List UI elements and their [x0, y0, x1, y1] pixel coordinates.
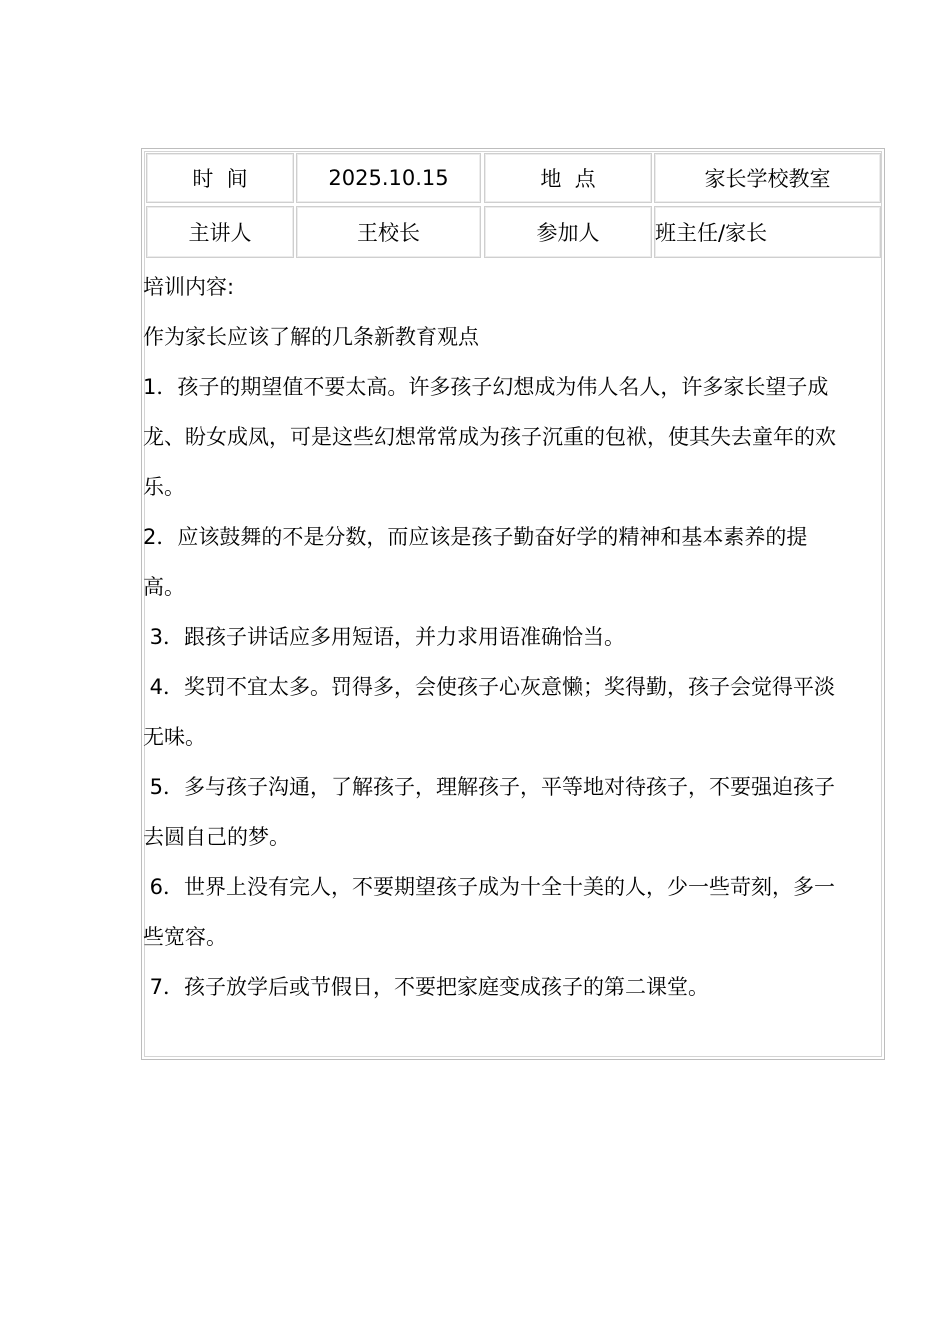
time-value: 2025.10.15	[296, 153, 481, 203]
speaker-value: 王校长	[296, 206, 481, 258]
participants-label: 参加人	[484, 206, 652, 258]
content-line: 2．应该鼓舞的不是分数，而应该是孩子勤奋好学的精神和基本素养的提	[143, 525, 808, 549]
content-line: 7．孩子放学后或节假日，不要把家庭变成孩子的第二课堂。	[143, 975, 710, 999]
training-record-table	[141, 148, 885, 1060]
participants-value: 班主任/家长	[654, 206, 881, 258]
content-line: 去圆自己的梦。	[143, 825, 290, 849]
table-inner-border	[144, 151, 882, 1057]
speaker-label: 主讲人	[146, 206, 294, 258]
content-line: 4．奖罚不宜太多。罚得多，会使孩子心灰意懒；奖得勤，孩子会觉得平淡	[143, 675, 836, 699]
time-label: 时 间	[146, 153, 294, 203]
content-line: 5．多与孩子沟通，了解孩子，理解孩子，平等地对待孩子，不要强迫孩子	[143, 775, 836, 799]
content-line: 无味。	[143, 725, 206, 749]
location-label: 地 点	[484, 153, 652, 203]
content-line: 3．跟孩子讲话应多用短语，并力求用语准确恰当。	[143, 625, 626, 649]
content-heading: 培训内容:	[143, 275, 235, 299]
content-line: 乐。	[143, 475, 185, 499]
content-subtitle: 作为家长应该了解的几条新教育观点	[143, 325, 479, 349]
content-line: 些宽容。	[143, 925, 227, 949]
content-line: 高。	[143, 575, 185, 599]
content-line: 6．世界上没有完人，不要期望孩子成为十全十美的人，少一些苛刻，多一	[143, 875, 836, 899]
content-line: 龙、盼女成凤，可是这些幻想常常成为孩子沉重的包袱，使其失去童年的欢	[143, 425, 836, 449]
content-line: 1．孩子的期望值不要太高。许多孩子幻想成为伟人名人，许多家长望子成	[143, 375, 829, 399]
location-value: 家长学校教室	[654, 153, 881, 203]
